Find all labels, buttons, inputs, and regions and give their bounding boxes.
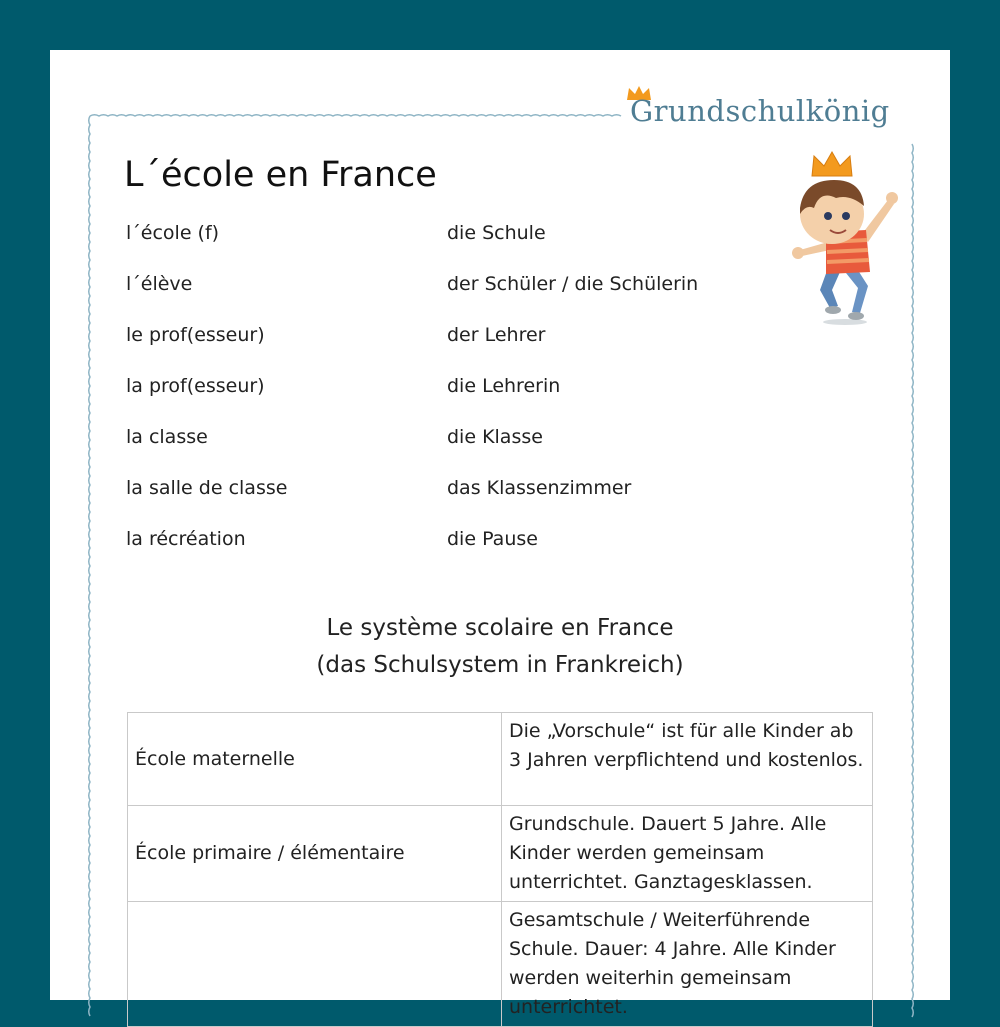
vocab-german: die Klasse [447,426,543,448]
vocabulary-list [126,222,726,579]
section-title [50,610,950,684]
vocab-row [126,375,726,426]
vocab-row [126,273,726,324]
vocab-french: l´élève [126,273,193,295]
vocab-german: die Schule [447,222,546,244]
table-row [128,902,873,1027]
vocab-german: die Lehrerin [447,375,561,397]
table-row [128,806,873,902]
school-type-cell: École maternelle [128,713,502,806]
school-desc-cell: Gesamtschule / Weiterführende Schule. Dauer: 4 Jahre. Alle Kinder werden weiterhin gemeinsam unterrichtet. [502,902,873,1027]
vocab-french: la prof(esseur) [126,375,265,397]
vocab-row [126,477,726,528]
vocab-german: das Klassenzimmer [447,477,632,499]
section-title-line1: Le système scolaire en France [326,615,674,641]
school-type-cell [128,902,502,1027]
vocab-french: la salle de classe [126,477,288,499]
page-title: L´école en France [124,155,437,195]
vocab-german: der Lehrer [447,324,546,346]
vocab-french: l´école (f) [126,222,220,244]
school-system-table [127,712,873,1027]
school-desc-cell: Grundschule. Dauert 5 Jahre. Alle Kinder werden gemeinsam unterrichtet. Ganztagesklassen. [502,806,873,902]
section-title-line2: (das Schulsystem in Frankreich) [316,652,684,678]
vocab-french: la classe [126,426,208,448]
school-type-cell: École primaire / élémentaire [128,806,502,902]
vocab-german: die Pause [447,528,538,550]
vocab-french: la récréation [126,528,246,550]
table-row [128,713,873,806]
vocab-row [126,528,726,579]
vocab-row [126,222,726,273]
vocab-row [126,426,726,477]
brand-logo-text: Grundschulkönig [630,94,890,128]
vocab-french: le prof(esseur) [126,324,265,346]
school-desc-cell: Die „Vorschule“ ist für alle Kinder ab 3 Jahren verpflichtend und kostenlos. [502,713,873,806]
boy-with-crown-illustration [770,150,910,330]
vocab-row [126,324,726,375]
vocab-german: der Schüler / die Schülerin [447,273,699,295]
worksheet [50,50,950,1018]
